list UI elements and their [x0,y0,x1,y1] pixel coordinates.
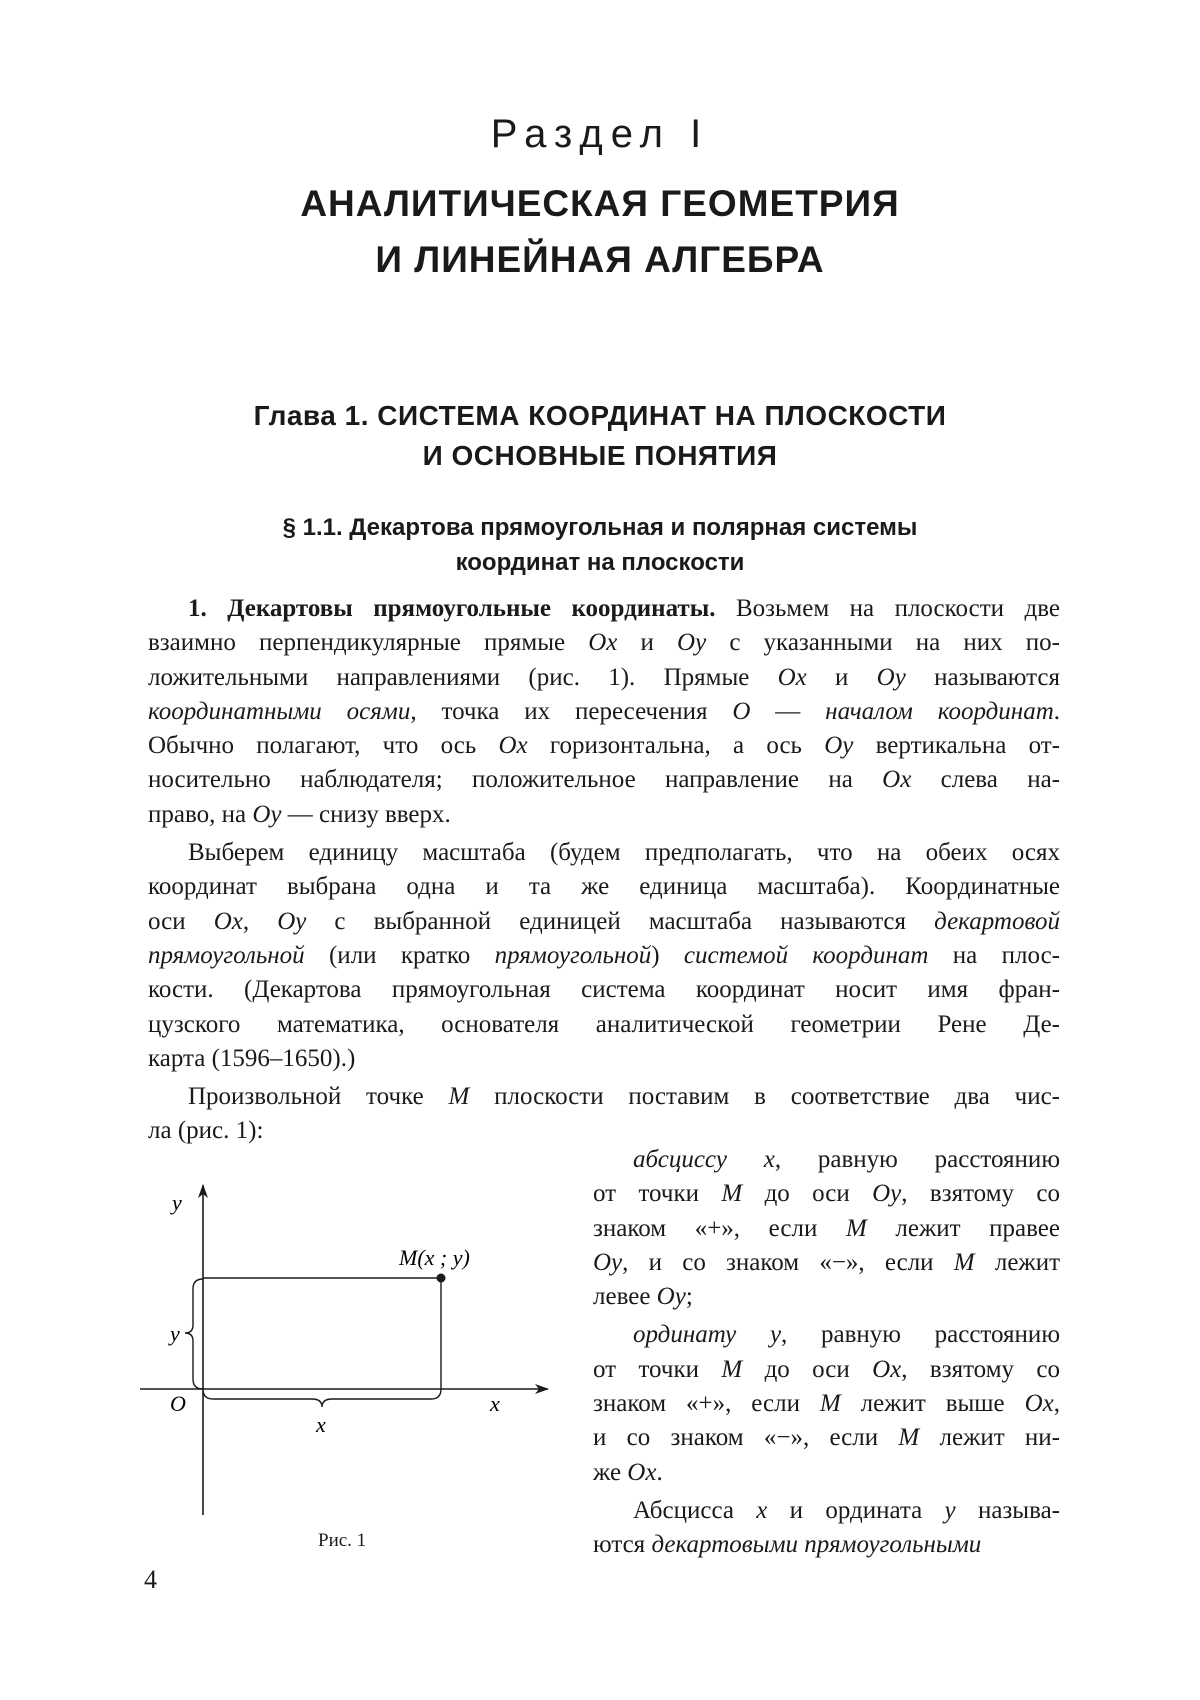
text-run: абсциссу x [633,1146,775,1173]
text-run: горизонтальна, а ось [527,732,825,760]
text-run: , взятому со [901,1180,1060,1208]
text-line [148,1080,1060,1114]
text-line [148,661,1060,695]
text-run: право, на [148,800,253,828]
text-run: и [617,629,678,657]
point-m [437,1274,446,1283]
body-text [148,592,1060,1149]
text-line [593,1353,1060,1387]
text-run: кости. (Декартова прямоугольная система координат носит имя фран- [148,976,1060,1004]
text-line [148,798,1060,832]
text-line [148,592,1060,626]
paragraph-title-line: § 1.1. Декартова прямоугольная и полярная системы [282,514,918,541]
text-run: (или кратко [304,941,495,969]
figure-caption: Рис. 1 [318,1530,367,1551]
text-run: Ox [872,1355,902,1383]
text-run: ла (рис. 1): [148,1117,264,1145]
section-title [0,176,1200,288]
text-line [593,1143,1060,1177]
text-run: , равную расстоянию [774,1146,1060,1173]
section-title-line: АНАЛИТИЧЕСКАЯ ГЕОМЕТРИЯ [300,183,900,224]
text-line [593,1177,1060,1211]
y-brace [185,1279,203,1389]
text-run: ложительными направлениями (рис. 1). Прямые [148,663,778,691]
text-run: с указанными на них по- [706,629,1060,657]
text-run: Oy [252,800,282,828]
text-run: называ- [955,1496,1060,1524]
text-run: носительно наблюдателя; положительное направление на [148,766,883,794]
x-brace-label: x [316,1412,326,1437]
text-line [148,626,1060,660]
text-line [148,695,1060,729]
text-run: x [756,1496,768,1524]
text-run: декартовой [934,907,1060,935]
text-line [593,1387,1060,1421]
point-label: M(x ; y) [399,1245,470,1270]
text-run: , взятому со [901,1355,1060,1383]
text-run: 1. Декартовы прямоугольные координаты. [188,595,716,622]
text-run: M [721,1355,743,1383]
paragraph-title-line: координат на плоскости [455,549,745,576]
chapter-title [0,396,1200,476]
text-run: Обычно полагают, что ось [148,732,499,760]
text-run: до оси [742,1355,873,1383]
text-run: Выберем единицу масштаба (будем предполагать, что на обеих осях [188,839,1060,867]
text-run: оси [148,907,214,935]
text-run: , равную расстоянию [781,1321,1060,1349]
text-run: Возьмем на плоскости две [715,595,1060,622]
text-run: M [448,1083,470,1111]
text-run: лежит правее [866,1214,1060,1242]
text-line [148,729,1060,763]
text-line [148,905,1060,939]
text-run: M [721,1180,743,1208]
origin-label: O [170,1391,186,1416]
paragraph-title [0,510,1200,580]
text-run: координатными осями [148,697,411,725]
text-run: . [1053,697,1061,725]
text-line [148,1008,1060,1042]
text-run: ; [685,1283,693,1311]
text-line [593,1280,1060,1314]
section-title-line: И ЛИНЕЙНАЯ АЛГЕБРА [375,239,825,280]
text-run: на плос- [928,941,1060,969]
text-run: M [845,1214,867,1242]
text-line [593,1246,1060,1280]
text-line [593,1318,1060,1352]
text-run: до оси [742,1180,873,1208]
text-run: — [750,697,826,725]
text-run: прямоугольной [494,941,652,969]
text-line [593,1528,1060,1562]
text-run: карта (1596–1650).) [148,1044,356,1072]
text-line [593,1212,1060,1246]
text-run: , [1053,1390,1060,1418]
text-run: левее [593,1283,657,1311]
text-run: лежит выше [840,1390,1025,1418]
text-line [593,1494,1060,1528]
text-run: вертикальна от- [853,732,1060,760]
text-run: Произвольной точке [188,1083,449,1111]
text-run: координат выбрана одна и та же единица масштаба). Координатные [148,873,1060,901]
text-run: плоскости поставим в соответствие два чис- [469,1083,1060,1111]
text-run: началом координат [825,697,1054,725]
text-run: Oy [876,663,906,691]
text-run: ются [593,1531,652,1559]
text-run: и ордината [767,1496,945,1524]
text-line [593,1421,1060,1455]
text-run: системой координат [683,941,929,969]
text-run: , точка их пересечения [410,697,733,725]
coordinate-figure [140,1175,560,1535]
text-run: Oy [824,732,854,760]
text-run: , и со знаком «−», если [622,1248,954,1276]
text-run: Ox [588,629,618,657]
text-line [593,1456,1060,1490]
text-run: M [819,1390,841,1418]
text-run: y [944,1496,956,1524]
text-run: прямоугольной [148,941,305,969]
right-column-text [593,1143,1060,1563]
x-axis-label: x [490,1391,500,1416]
text-line [148,939,1060,973]
text-run: Абсцисса [633,1496,757,1524]
text-run: слева на- [911,766,1060,794]
text-run: Ox [882,766,912,794]
text-line [148,763,1060,797]
text-run: с выбранной единицей масштаба называются [306,907,935,935]
chapter-title-line: Глава 1. СИСТЕМА КООРДИНАТ НА ПЛОСКОСТИ [253,400,947,431]
y-brace-label: y [170,1321,180,1346]
text-run: декартовыми прямоугольными [651,1531,982,1559]
text-run: M [953,1248,975,1276]
text-line [148,973,1060,1007]
text-run: лежит ни- [919,1424,1060,1452]
text-run: Oy [277,907,307,935]
text-run: Oy [677,629,707,657]
text-run: и со знаком «−», если [593,1424,899,1452]
text-run: лежит [974,1248,1060,1276]
text-run: и [806,663,877,691]
text-run: называются [905,663,1060,691]
text-run: . [656,1458,663,1486]
text-run: же [593,1458,628,1486]
text-run: от точки [593,1355,722,1383]
chapter-title-line: И ОСНОВНЫЕ ПОНЯТИЯ [422,440,778,471]
y-axis-label: y [172,1190,182,1215]
text-run: знаком «+», если [593,1214,846,1242]
text-run: , [242,907,278,935]
text-run: ) [651,941,684,969]
text-run: Ox [627,1458,657,1486]
text-run: взаимно перпендикулярные прямые [148,629,589,657]
text-line [148,1042,1060,1076]
text-run: ординату y [633,1321,782,1349]
text-line [148,836,1060,870]
text-run: Ox [777,663,807,691]
text-run: знаком «+», если [593,1390,820,1418]
text-run: Ox [213,907,243,935]
text-run: — снизу вверх. [281,800,451,828]
text-run: Ox [498,732,528,760]
x-brace [203,1389,441,1407]
section-label: Раздел I [490,112,710,156]
page-number: 4 [144,1565,157,1594]
text-run: Oy [872,1180,902,1208]
text-run: M [898,1424,920,1452]
text-line [148,870,1060,904]
text-run: Ox [1024,1390,1054,1418]
text-run: цузского математика, основателя аналитической геометрии Рене Де- [148,1010,1060,1038]
text-run: O [732,697,751,725]
text-run: Oy [656,1283,686,1311]
text-run: Oy [593,1248,623,1276]
text-run: от точки [593,1180,722,1208]
